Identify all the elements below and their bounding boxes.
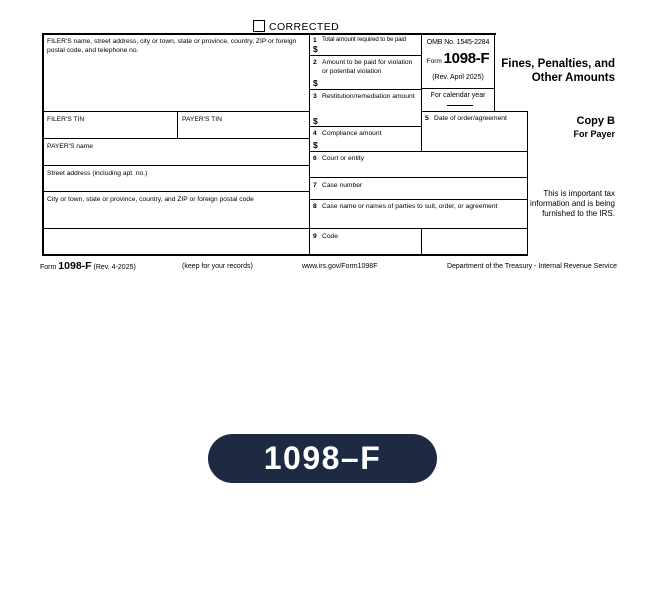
border-line xyxy=(177,111,178,138)
form-title xyxy=(501,57,615,85)
border-line xyxy=(421,88,494,89)
form-number: 1098-F xyxy=(443,50,490,67)
border-line xyxy=(310,151,527,152)
box4-label: 4 Compliance amount xyxy=(313,130,382,137)
footer-form-word: Form xyxy=(40,264,57,271)
border-line xyxy=(421,228,422,254)
box4-dollar-sign: $ xyxy=(313,140,318,150)
box2-number: 2 xyxy=(313,59,317,66)
form-title-line2: Other Amounts xyxy=(531,72,615,85)
form-word: Form xyxy=(426,58,442,65)
form-badge[interactable] xyxy=(208,434,437,483)
omb-number: OMB No. 1545-2284 xyxy=(426,39,490,46)
box9-number: 9 xyxy=(313,233,317,240)
box4-number: 4 xyxy=(313,130,317,137)
box6-number: 6 xyxy=(313,155,317,162)
footer-keep-note: (keep for your records) xyxy=(182,263,253,270)
form-number-block xyxy=(421,51,495,66)
border-line xyxy=(44,191,309,192)
payer-tin-label: PAYER'S TIN xyxy=(182,116,222,123)
box9-label: 9 Code xyxy=(313,233,338,240)
box2-label: 2 Amount to be paid for violation or potential violation xyxy=(313,59,413,76)
box1-number: 1 xyxy=(313,37,317,44)
border-line xyxy=(310,199,527,200)
border-line xyxy=(310,126,421,127)
border-line xyxy=(44,165,309,166)
box1-label: 1 Total amount required to be paid xyxy=(313,36,406,44)
box1-dollar-sign: $ xyxy=(313,44,318,54)
box3-number: 3 xyxy=(313,93,317,100)
form-title-line1: Fines, Penalties, and xyxy=(501,58,615,70)
box2-dollar-sign: $ xyxy=(313,78,318,88)
footer-department: Department of the Treasury - Internal Revenue Service xyxy=(446,263,617,270)
street-address-label: Street address (including apt. no.) xyxy=(47,170,148,177)
box5-label: 5 Date of order/agreement xyxy=(425,115,507,122)
box7-number: 7 xyxy=(313,182,317,189)
calendar-year-label: For calendar year xyxy=(430,92,486,99)
calendar-year-blank-line xyxy=(447,105,473,106)
box8-label: 8 Case name or names of parties to suit, order, or agreement xyxy=(313,203,498,210)
box6-label: 6 Court or entity xyxy=(313,155,364,162)
border-line xyxy=(42,33,44,256)
city-label: City or town, state or province, country, and ZIP or foreign postal code xyxy=(47,196,254,203)
border-line xyxy=(44,228,528,229)
filer-tin-label: FILER'S TIN xyxy=(47,116,85,123)
border-line xyxy=(310,55,421,56)
box7-label: 7 Case number xyxy=(313,182,363,189)
border-line xyxy=(309,33,310,254)
corrected-label: CORRECTED xyxy=(269,21,340,33)
border-line xyxy=(527,111,528,254)
border-line xyxy=(44,138,309,139)
footer-form-number: 1098-F xyxy=(58,260,92,272)
box5-number: 5 xyxy=(425,115,429,122)
corrected-checkbox[interactable] xyxy=(253,20,265,32)
for-payer-label: For Payer xyxy=(573,129,615,139)
footer-form-id xyxy=(40,259,136,273)
border-line xyxy=(42,33,496,35)
border-line xyxy=(421,111,527,112)
border-line xyxy=(310,89,421,90)
payer-name-label: PAYER'S name xyxy=(47,143,94,150)
footer-irs-url[interactable]: www.irs.gov/Form1098F xyxy=(302,263,378,270)
box3-label: 3 Restitution/remediation amount xyxy=(313,93,415,100)
box3-dollar-sign: $ xyxy=(313,116,318,126)
border-line xyxy=(42,254,528,256)
tax-info-notice: This is important tax information and is being furnished to the IRS. xyxy=(530,189,615,219)
border-line xyxy=(310,177,527,178)
copy-b-label: Copy B xyxy=(576,115,615,127)
box8-number: 8 xyxy=(313,203,317,210)
footer-revision: (Rev. 4-2025) xyxy=(93,264,136,271)
border-line xyxy=(42,111,309,112)
filer-info-label: FILER'S name, street address, city or town, state or province, country, ZIP or foreign postal code, and telephone no. xyxy=(47,38,297,55)
form-badge-label: 1098–F xyxy=(263,440,382,476)
form-revision: (Rev. April 2025) xyxy=(432,74,484,81)
